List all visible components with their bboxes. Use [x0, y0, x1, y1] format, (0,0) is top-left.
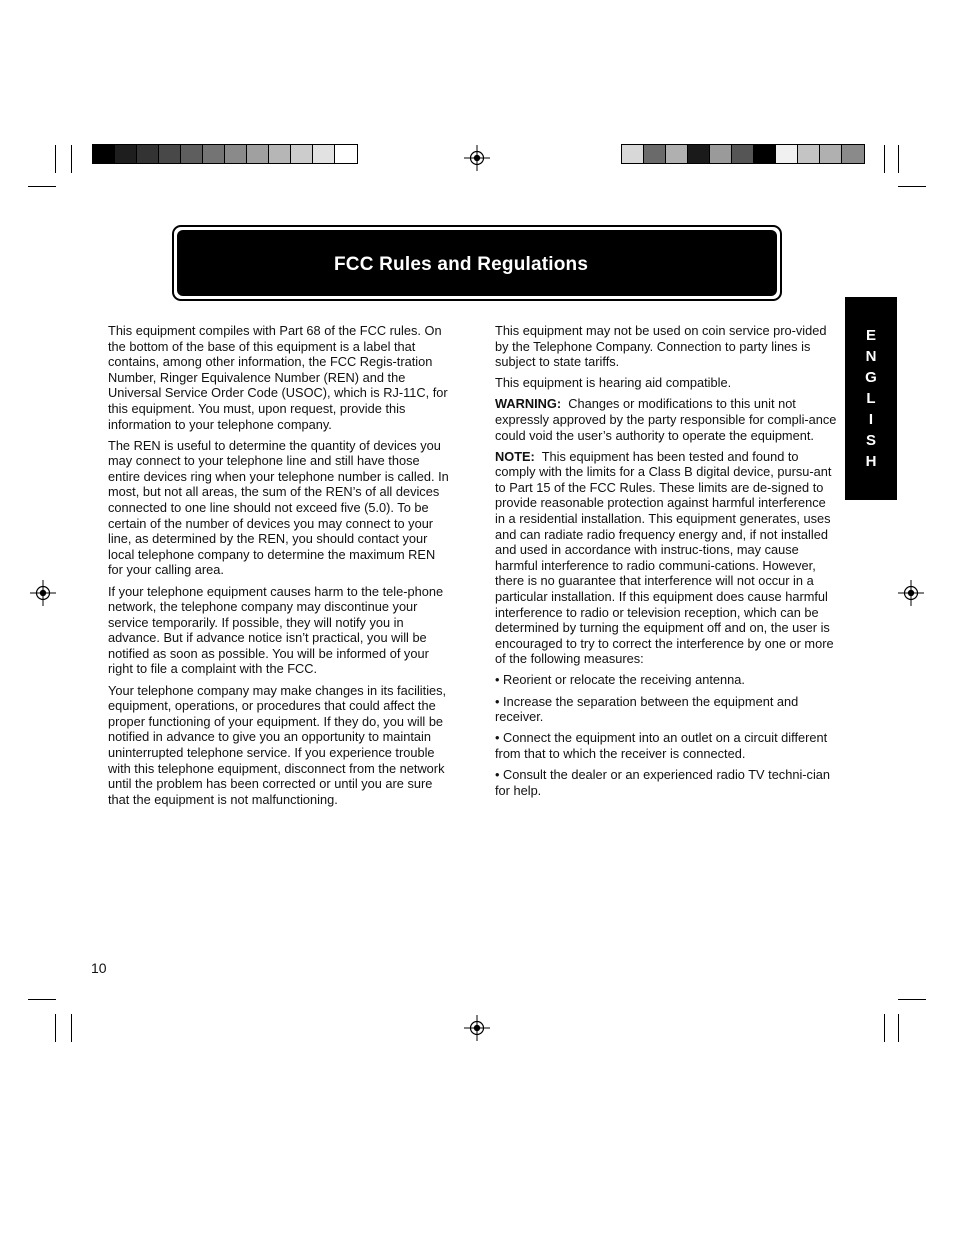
color-swatch	[798, 145, 820, 163]
crop-mark	[28, 186, 56, 187]
color-swatch	[269, 145, 291, 163]
language-tab-letter: E	[865, 327, 876, 344]
language-tab-letter: N	[865, 348, 877, 365]
paragraph: The REN is useful to determine the quantity of devices you may connect to your telephone line and still have those entire devices ring when your telephone number is called. In most, but not all areas, the sum of the REN’s of all devices connected to one line should not exceed five (5.0). To be certain of the number of devices you may connect to your line, as determined by the REN, you should contact your local telephone company to determine the maximum REN for your calling area.	[108, 437, 449, 578]
color-swatch	[776, 145, 798, 163]
color-swatch	[203, 145, 225, 163]
crop-mark	[71, 145, 72, 173]
crop-mark	[55, 1014, 56, 1042]
language-tab-letter: L	[866, 390, 876, 407]
crop-mark	[884, 145, 885, 173]
color-swatch	[93, 145, 115, 163]
crop-mark	[898, 145, 899, 173]
paragraph: This equipment may not be used on coin service pro-vided by the Telephone Company. Connection to party lines is subject to state tariffs.	[495, 323, 827, 370]
language-tab-letter: H	[865, 453, 877, 470]
paragraph: This equipment is hearing aid compatible.	[495, 375, 732, 391]
crop-mark	[898, 999, 926, 1000]
registration-crosshair-icon	[30, 580, 56, 606]
color-calibration-strip-left	[92, 144, 358, 164]
color-swatch	[842, 145, 864, 163]
color-swatch	[644, 145, 666, 163]
language-tab-letter: S	[865, 432, 876, 449]
color-swatch	[666, 145, 688, 163]
list-item: • Consult the dealer or an experienced radio TV techni-cian for help.	[495, 766, 831, 798]
warning-text: Changes or modifications to this unit not expressly approved by the party responsible for compli-ance could void the user’s authority to operate the equipment.	[495, 396, 837, 443]
list-item: • Reorient or relocate the receiving antenna.	[495, 672, 745, 688]
left-column	[108, 323, 450, 813]
color-swatch	[313, 145, 335, 163]
note-label: NOTE:	[495, 448, 535, 464]
crop-mark	[898, 1014, 899, 1042]
language-tab-english	[845, 297, 897, 500]
page-number: 10	[91, 960, 107, 976]
section-header-fill	[177, 230, 777, 296]
language-tab-letter: I	[868, 411, 874, 428]
registration-crosshair-icon	[464, 1015, 490, 1041]
paragraph: Your telephone company may make changes in its facilities, equipment, operations, or procedures that could affect the proper functioning of your equipment. If they do, you will be notified in advance to give you an opportunity to maintain uninterrupted telephone service. If you experience trouble with this telephone equipment, disconnect from the network until the problem has been corrected or until you are sure that the equipment is not malfunctioning.	[108, 682, 447, 807]
crop-mark	[884, 1014, 885, 1042]
right-column	[495, 323, 837, 804]
crop-mark	[898, 186, 926, 187]
registration-crosshair-icon	[898, 580, 924, 606]
color-swatch	[732, 145, 754, 163]
warning-paragraph	[495, 396, 837, 443]
color-swatch	[115, 145, 137, 163]
color-swatch	[820, 145, 842, 163]
color-swatch	[181, 145, 203, 163]
registration-crosshair-icon	[464, 145, 490, 171]
list-item: • Connect the equipment into an outlet on a circuit different from that to which the receiver is connected.	[495, 730, 828, 761]
page-title: FCC Rules and Regulations	[334, 254, 589, 275]
color-swatch	[710, 145, 732, 163]
section-header	[172, 225, 782, 301]
crop-mark	[55, 145, 56, 173]
color-swatch	[688, 145, 710, 163]
color-swatch	[159, 145, 181, 163]
paragraph: This equipment compiles with Part 68 of the FCC rules. On the bottom of the base of this equipment is a label that contains, among other information, the FCC Regis-tration Number, Ringer Equivalence Number (REN) and the Universal Service Order Code (USOC), which is RJ-11C, for this equipment. You must, upon request, provide this information to your telephone company.	[108, 323, 448, 432]
color-swatch	[754, 145, 776, 163]
note-text: This equipment has been tested and found to comply with the limits for a Class B digital device, pursu-ant to Part 15 of the FCC Rules. These limits are de-signed to provide reasonable protection against harmful interference in a residential installation. This equipment generates, uses and can radiate radio frequency energy and, if not installed and used in accordance with instruc-tions, may cause harmful interference to radio communi-cations. However, there is no guarantee that interference will not occur in a particular installation. If this equipment does cause harmful interference to radio or television reception, which can be determined by turning the equipment off and on, the user is encouraged to try to correct the interference by one or more of the following measures:	[495, 448, 834, 667]
warning-label: WARNING:	[495, 396, 562, 412]
color-swatch	[137, 145, 159, 163]
list-item: • Increase the separation between the equipment and receiver.	[495, 693, 799, 725]
color-swatch	[291, 145, 313, 163]
color-swatch	[622, 145, 644, 163]
color-swatch	[335, 145, 357, 163]
color-calibration-strip-right	[621, 144, 865, 164]
color-swatch	[247, 145, 269, 163]
language-tab-letter: G	[865, 369, 877, 386]
crop-mark	[71, 1014, 72, 1042]
color-swatch	[225, 145, 247, 163]
crop-mark	[28, 999, 56, 1000]
note-paragraph	[495, 449, 837, 667]
paragraph: If your telephone equipment causes harm to the tele-phone network, the telephone company may discontinue your service temporarily. If possible, they will notify you in advance. But if advance notice isn’t practical, you will be notified as soon as possible. You will be informed of your right to file a complaint with the FCC.	[108, 583, 444, 677]
